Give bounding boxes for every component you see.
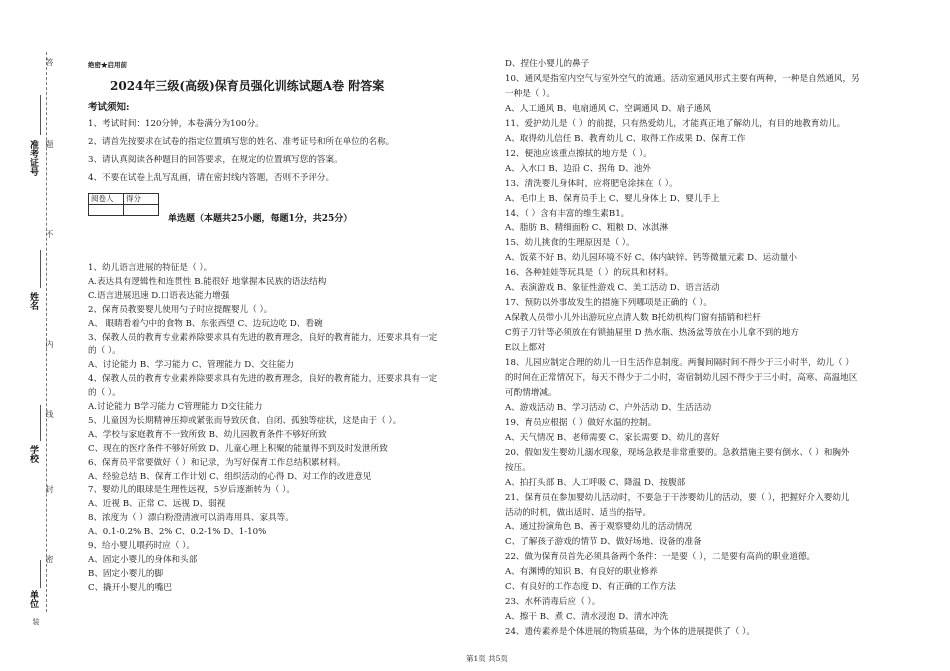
question-line: 的（ ）。 [88, 346, 121, 357]
question-line: E以上都对 [505, 343, 546, 354]
question-line: A、经验总结 B、保育工作计划 C、组织活动的心得 D、对工作的改进意见 [88, 471, 372, 482]
question-line: 9、给小婴儿喂药时应（ ）。 [88, 541, 196, 551]
question-line: 10、通风是指室内空气与室外空气的流通。活动室通风形式主要有两种，一种是自然通风，另 [505, 73, 860, 84]
question-line: 17、预防以外事故发生的措施下列哪项是正确的（ ）。 [505, 298, 713, 309]
seal-mark-5: 线 [45, 410, 54, 418]
question-line: A、擦干 B、煮 C、清水浸泡 D、清水冲洗 [505, 612, 669, 623]
question-line: 19、育员应根据（ ）做好水温的控制。 [505, 417, 657, 428]
question-line: A、脂肪 B、精细面粉 C、粗粮 D、冰淇淋 [505, 223, 669, 234]
question-line: C剪子刀针等必须放在有锁抽屉里 D 热水瓶、热汤盆等放在小儿拿不到的地方 [505, 328, 799, 339]
question-line: A、游戏活动 B、学习活动 C、户外活动 D、生活活动 [505, 402, 712, 413]
question-line: A、有渊博的知识 B、有良好的职业修养 [505, 567, 658, 578]
score-box [88, 193, 159, 216]
seal-mark-4: 内 [45, 340, 54, 348]
question-line: B、固定小婴儿的脚 [88, 568, 164, 579]
question-line: 一种是（ ）。 [505, 88, 555, 99]
question-line: 2、保育员教要婴儿使用勺子时应提醒婴儿（ ）。 [88, 304, 273, 315]
question-line: 可酌情增减。 [505, 387, 557, 398]
question-line: 3、保教人员的教育专业素养除要求具有先进的教育理念，良好的教育能力，还要求具有一定 [88, 332, 438, 343]
question-line: A、学校与家庭教育不一致所致 B、幼儿园教育条件不够好所致 [88, 429, 327, 440]
name-underline [40, 250, 41, 288]
question-line: 11、爱护幼儿是（ ）的前提，只有热爱幼儿，才能真正地了解幼儿，有目的地教育幼儿。 [505, 118, 846, 129]
question-line: A、入水口 B、边沿 C、拐角 D、池外 [505, 163, 651, 174]
grader-cell: 阅卷人 [89, 194, 124, 205]
exam-id-underline [40, 95, 41, 135]
school-underline [40, 405, 41, 441]
notice-item: 2、请首先按要求在试卷的指定位置填写您的姓名、准考证号和所在单位的名称。 [88, 137, 395, 147]
score-blank[interactable] [124, 205, 159, 216]
question-line: 6、保育员平常要做好（ ）和记录，为写好保育工作总结积累材料。 [88, 457, 346, 468]
seal-mark-6: 封 [45, 485, 54, 493]
question-line: 20、假如发生婴幼儿溺水现象，现场急救是非常重要的。急救措施主要有倒水、（ ）和胸外 [505, 447, 850, 458]
question-line: 16、各种娃娃等玩具是（ ）的玩具和材料。 [505, 268, 674, 279]
score-cell: 得分 [124, 194, 159, 205]
seal-mark-7: 密 [45, 555, 54, 563]
question-line: A、取得幼儿信任 B、教育幼儿 C、取得工作成果 D、保育工作 [505, 133, 746, 144]
school-label: 学校 [28, 445, 38, 463]
question-line: A保教人员带小儿外出游玩应点清人数 B托幼机构门窗有插销和栏杆 [505, 313, 761, 324]
notice-item: 3、请认真阅读各种题目的回答要求，在规定的位置填写您的答案。 [88, 155, 343, 165]
question-line: 18、儿园应制定合理的幼儿一日生活作息制度。两餐间隔时间不得少于三小时半，幼儿（ ） [505, 358, 854, 368]
notice-item: 1、考试时间：120分钟，本卷满分为100分。 [88, 119, 264, 129]
exam-id-label: 准考证号 [28, 140, 38, 176]
page-footer: 第1页 共5页 [466, 654, 508, 663]
question-line: 5、儿童因为长期精神压抑或紧张而导致厌食、自闭、孤独等症状，这是由于（ ）。 [88, 415, 402, 426]
notice-heading: 考试须知: [88, 102, 130, 113]
question-line: 4、保教人员的教育专业素养除要求具有先进的教育理念，良好的教育能力，还要求具有一定 [88, 374, 438, 385]
question-line: 活动的时机，做出适时、适当的指导。 [505, 507, 652, 518]
question-line: A、饭菜不好 B、幼儿园环境不好 C、体内缺锌、钙等微量元素 D、运动量小 [505, 253, 797, 264]
name-label: 姓名 [28, 292, 38, 310]
question-line: C.语言进展迅速 D.口语表达能力增强 [88, 290, 230, 301]
question-line: D、捏住小婴儿的鼻子 [505, 59, 590, 69]
page-title: 2024年三级(高级)保育员强化训练试题A卷 附答案 [110, 79, 385, 93]
question-line: A、0.1-0.2% B、2% C、0.2-1% D、1-10% [88, 527, 267, 538]
question-line: 8、浓度为（ ）漂白粉澄清液可以消毒用具、家具等。 [88, 513, 294, 524]
question-line: A.讨论能力 B学习能力 C管理能力 D交往能力 [88, 402, 263, 412]
seal-mark-2: 题 [45, 140, 54, 148]
question-line: 14、（ ）含有丰富的维生素B1。 [505, 208, 630, 219]
question-line: A、拍打头部 B、人工呼吸 C、降温 D、按腹部 [505, 477, 686, 488]
question-line: 的（ ）。 [88, 388, 121, 399]
unit-underline [40, 560, 41, 588]
question-line: A、讨论能力 B、学习能力 C、管理能力 D、交往能力 [88, 360, 295, 371]
question-line: A、通过扮演角色 B、善于观察婴幼儿的活动情况 [505, 522, 693, 533]
question-line: 24、遗传素养是个体进展的物质基础，为个体的进展提供了（ ）。 [505, 627, 755, 638]
question-line: 21、保育员在参加婴幼儿活动时，不要急于干涉婴幼儿的活动，要（ ），把握好介入婴幼儿 [505, 492, 850, 503]
question-line: A、近视 B、正常 C、远视 D、弱视 [88, 499, 226, 510]
question-line: C、撬开小婴儿的嘴巴 [88, 582, 172, 593]
question-line: 按压。 [505, 462, 531, 473]
section-title: 单选题（本题共25小题，每题1分，共25分） [168, 214, 353, 224]
question-line: 23、水杯消毒后应（ ）。 [505, 597, 601, 608]
question-line: 1、幼儿语言进展的特征是（ ）。 [88, 263, 213, 273]
corner-mark: 装 [32, 618, 40, 625]
question-line: A、 眼睛看着勺中的食物 B、东张西望 C、边玩边吃 D、看碗 [88, 318, 323, 329]
question-line: A、人工通风 B、电扇通风 C、空调通风 D、扇子通风 [505, 103, 712, 114]
question-line: C、有良好的工作态度 D、有正确的工作方法 [505, 582, 676, 593]
secret-mark: 绝密★启用前 [88, 61, 127, 69]
question-line: 13、清洗婴儿身体时，应将肥皂涂抹在（ ）。 [505, 178, 678, 189]
question-line: 12、便池应该重点擦拭的地方是（ ）。 [505, 148, 652, 159]
binding-margin [0, 0, 60, 671]
grader-blank[interactable] [89, 205, 124, 216]
question-line: 15、幼儿挑食的生理原因是（ ）。 [505, 238, 635, 249]
seal-dashed-line [46, 52, 47, 612]
seal-mark-1: 答 [45, 58, 54, 66]
question-line: A、表演游戏 B、象征性游戏 C、美工活动 D、语言活动 [505, 283, 720, 294]
question-line: C、现在的医疗条件不够好所致 D、儿童心理上积聚的能量得不到及时发泄所致 [88, 443, 388, 454]
question-line: A、毛巾上 B、保育员手上 C、婴儿身体上 D、婴儿手上 [505, 193, 720, 204]
question-line: A、固定小婴儿的身体和头部 [88, 554, 198, 565]
seal-mark-3: 不 [45, 230, 54, 238]
question-line: A.表达具有逻辑性和连贯性 B.能很好 地掌握本民族的语法结构 [88, 276, 327, 287]
question-line: 22、做为保育员首先必须具备两个条件：一是要（ ），二是要有高尚的职业道德。 [505, 552, 816, 563]
question-line: 的时间在正常情况下，每天不得少于二小时，寄宿制幼儿园不得少于三小时，高寒、高温地区 [505, 372, 858, 383]
unit-label: 单位 [28, 590, 38, 608]
notice-item: 4、不要在试卷上乱写乱画，请在密封线内答题，否则不予评分。 [88, 173, 335, 183]
question-line: C、了解孩子游戏的情节 D、做好场地、设备的准备 [505, 537, 702, 548]
question-line: 7、婴幼儿的眼球是生理性远视，5岁后逐渐转为（ ）。 [88, 485, 296, 496]
question-line: A、天气情况 B、老师需要 C、家长需要 D、幼儿的喜好 [505, 432, 720, 443]
